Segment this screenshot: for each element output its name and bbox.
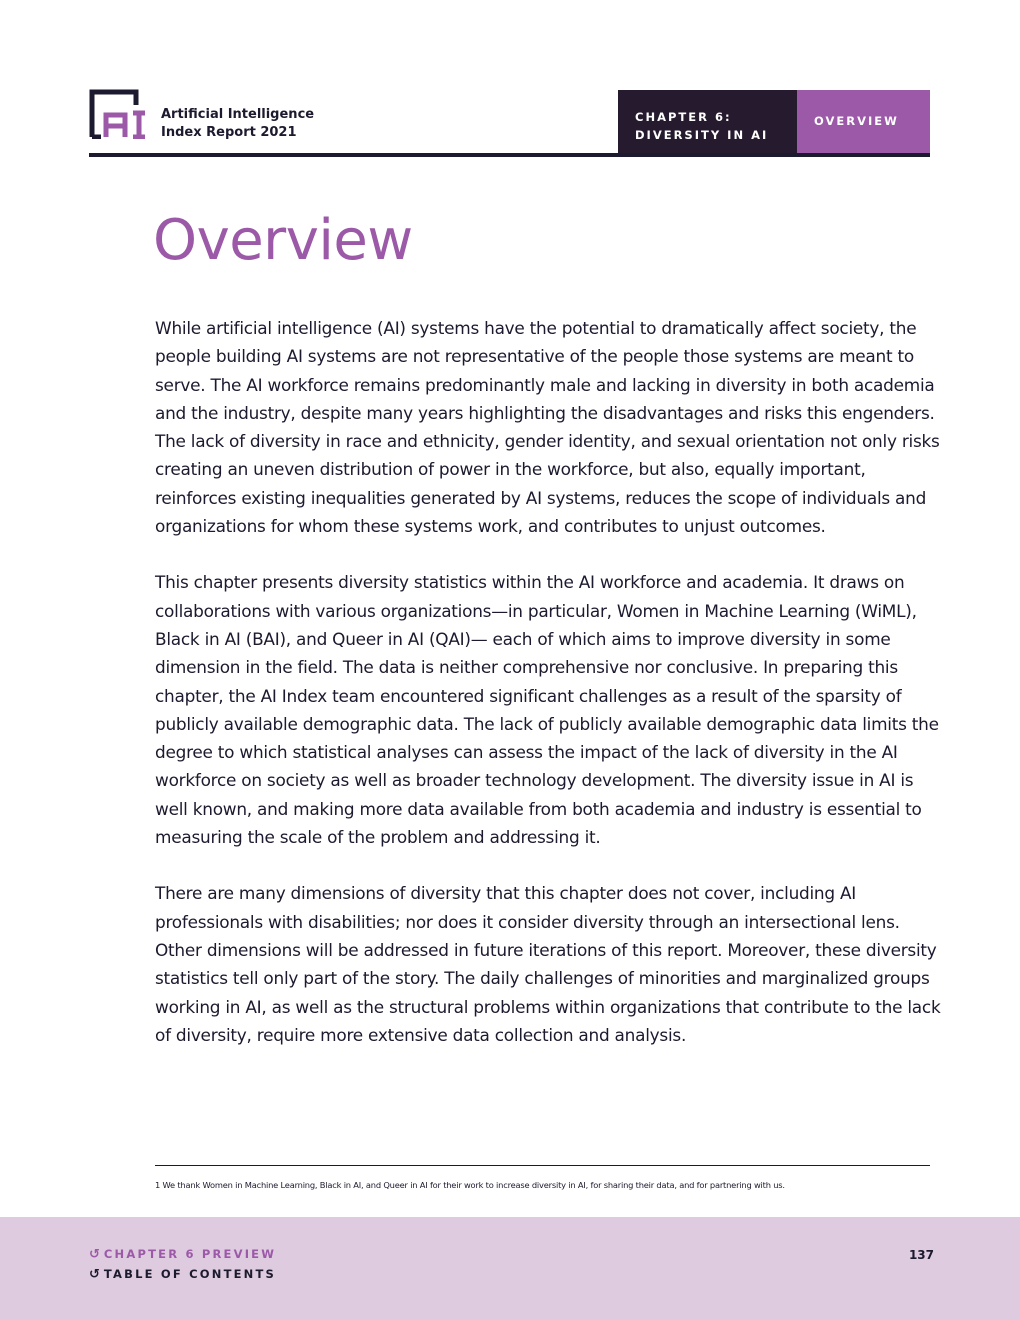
chapter-preview-link[interactable] (89, 1247, 276, 1262)
ai-index-logo-icon (89, 89, 147, 139)
chapter-number: CHAPTER 6: (635, 110, 732, 124)
return-arrow-icon: ↺ (89, 1267, 100, 1282)
page-title: Overview (153, 208, 413, 273)
header-divider (89, 153, 930, 157)
chapter-preview-label: CHAPTER 6 PREVIEW (103, 1247, 277, 1261)
footnote: 1 We thank Women in Machine Learning, Black in AI, and Queer in AI for their work to increase diversity in AI, for sharing their data, and for partnering with us. (155, 1180, 785, 1190)
report-title (161, 106, 314, 142)
table-of-contents-label: TABLE OF CONTENTS (103, 1267, 277, 1281)
page-number: 137 (908, 1248, 934, 1262)
table-of-contents-link[interactable] (89, 1267, 276, 1282)
report-title-line2: Index Report 2021 (161, 125, 297, 140)
chapter-name: DIVERSITY IN AI (635, 128, 769, 142)
paragraph-2: This chapter presents diversity statistics within the AI workforce and academia. It draws on collaborations with various organizations—in particular, Women in Machine Learning (WiML), Black in AI (BAI), and Queer in AI (QAI)— each of which aims to improve diversity in some dimension in the field. The data is neither comprehensive nor conclusive. In preparing this chapter, the AI Index team encountered significant challenges as a result of the sparsity of publicly available demographic data. The lack of publicly available demographic data limits the degree to which statistical analyses can assess the impact of the lack of diversity in the AI workforce on society as well as broader technology development. The diversity issue in AI is well known, and making more data available from both academia and industry is essential to measuring the scale of the problem and addressing it. (155, 572, 939, 848)
footnote-divider (155, 1165, 930, 1166)
paragraph-1: While artificial intelligence (AI) systems have the potential to dramatically affect society, the people building AI systems are not representative of the people those systems are meant to serve. The AI workforce remains predominantly male and lacking in diversity in both academia and the industry, despite many years highlighting the disadvantages and risks this engenders. The lack of diversity in race and ethnicity, gender identity, and sexual orientation not only risks creating an uneven distribution of power in the workforce, but also, equally important, reinforces existing inequalities generated by AI systems, reduces the scope of individuals and organizations for whom these systems work, and contributes to unjust outcomes. (155, 318, 940, 537)
chapter-label (618, 90, 797, 153)
return-arrow-icon: ↺ (89, 1247, 100, 1262)
body-text (155, 314, 945, 1077)
report-title-line1: Artificial Intelligence (161, 107, 315, 122)
section-label: OVERVIEW (797, 90, 930, 153)
paragraph-3: There are many dimensions of diversity that this chapter does not cover, including AI professionals with disabilities; nor does it consider diversity through an intersectional lens. Other dimensions will be addressed in future iterations of this report. Moreover, these diversity statistics tell only part of the story. The daily challenges of minorities and marginalized groups working in AI, as well as the structural problems within organizations that contribute to the lack of diversity, require more extensive data collection and analysis. (155, 883, 941, 1045)
